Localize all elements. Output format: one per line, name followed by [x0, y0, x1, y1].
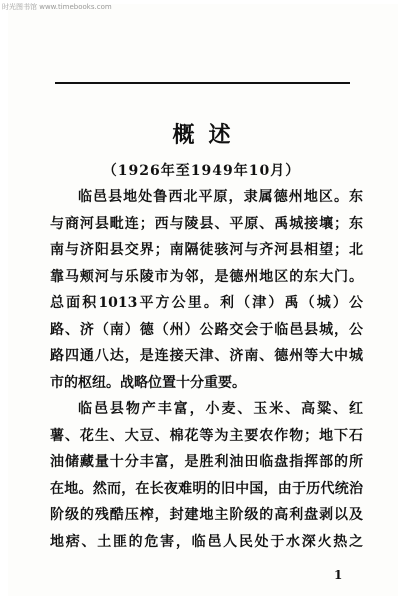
- header-rule: [55, 82, 350, 84]
- text-line: 路、济（南）德（州）公路交会于临邑县城，公: [50, 321, 363, 338]
- text-line: 总面积1013平方公里。利（津）禹（城）公: [50, 295, 363, 311]
- text-line: 薯、花生、大豆、棉花等为主要农作物；地下石: [50, 427, 363, 444]
- text-line: 临邑县物产丰富，小麦、玉米、高粱、红: [78, 401, 363, 417]
- text-line: 南与济阳县交界；南隔徒骇河与齐河县相望；北: [50, 242, 363, 258]
- text-line: 地痞、土匪的危害，临邑人民处于水深火热之: [50, 533, 363, 550]
- text-line: 在地。然而，在长夜难明的旧中国，由于历代统治: [50, 480, 363, 497]
- text-line: 与商河县毗连；西与陵县、平原、禹城接壤；东: [50, 215, 363, 232]
- text-line: 路四通八达，是连接天津、济南、德州等大中城: [50, 348, 363, 364]
- page-number: 1: [334, 568, 343, 582]
- text-line: 阶级的残酷压榨，封建地主阶级的高利盘剥以及: [50, 507, 363, 523]
- date-range: （1926年至1949年10月）: [102, 163, 301, 179]
- text-line: 油储藏量十分丰富，是胜利油田临盘指挥部的所: [50, 454, 363, 470]
- text-line: 临邑县地处鲁西北平原，隶属德州地区。东: [78, 189, 363, 205]
- chapter-title: 概述: [172, 122, 245, 148]
- body-text: [50, 184, 363, 555]
- text-line: 市的枢纽。战略位置十分重要。: [50, 374, 246, 391]
- watermark-text: 时光图书馆 www.timebooks.com: [2, 3, 112, 11]
- text-line: 靠马颊河与乐陵市为邻，是德州地区的东大门。: [50, 268, 363, 285]
